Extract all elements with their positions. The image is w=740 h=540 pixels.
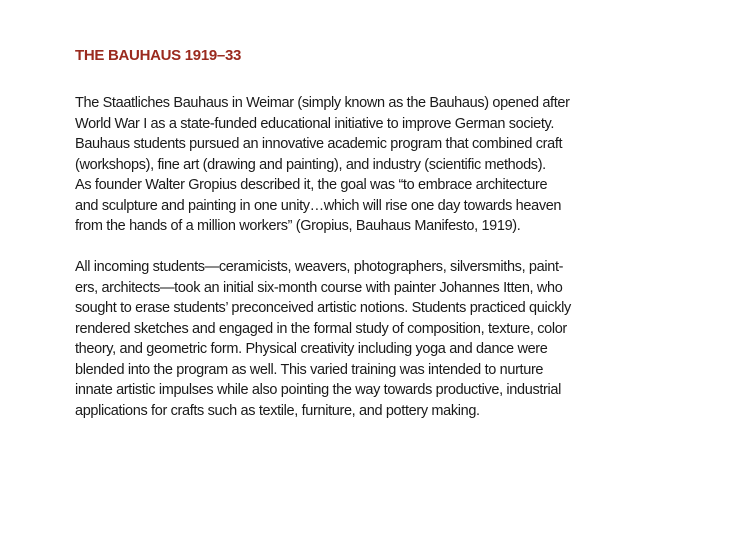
text-line: from the hands of a million workers” (Gropius, Bauhaus Manifesto, 1919). <box>75 218 521 234</box>
text-line: applications for crafts such as textile, furniture, and pottery making. <box>75 402 480 419</box>
document-title: THE BAUHAUS 1919–33 <box>75 47 242 64</box>
paragraph-intro <box>75 93 695 237</box>
text-line: As founder Walter Gropius described it, the goal was “to embrace architecture <box>75 177 548 193</box>
text-line: World War I as a state-funded educational initiative to improve German society. <box>75 115 555 132</box>
text-line: rendered sketches and engaged in the formal study of composition, texture, color <box>75 320 567 337</box>
text-line: All incoming students—ceramicists, weavers, photographers, silversmiths, paint- <box>75 259 564 275</box>
text-line: blended into the program as well. This varied training was intended to nurture <box>75 361 544 378</box>
text-line: The Staatliches Bauhaus in Weimar (simply known as the Bauhaus) opened after <box>75 95 570 111</box>
text-line: and sculpture and painting in one unity…which will rise one day towards heaven <box>75 197 562 214</box>
paragraph-curriculum <box>75 257 695 421</box>
text-line: sought to erase students’ preconceived artistic notions. Students practiced quickly <box>75 300 571 316</box>
text-line: Bauhaus students pursued an innovative academic program that combined craft <box>75 136 563 152</box>
text-line: innate artistic impulses while also pointing the way towards productive, industrial <box>75 382 561 398</box>
document-page <box>75 46 695 421</box>
text-line: ers, architects—took an initial six-month course with painter Johannes Itten, who <box>75 279 563 296</box>
text-line: (workshops), fine art (drawing and painting), and industry (scientific methods). <box>75 156 546 173</box>
text-line: theory, and geometric form. Physical creativity including yoga and dance were <box>75 341 548 357</box>
